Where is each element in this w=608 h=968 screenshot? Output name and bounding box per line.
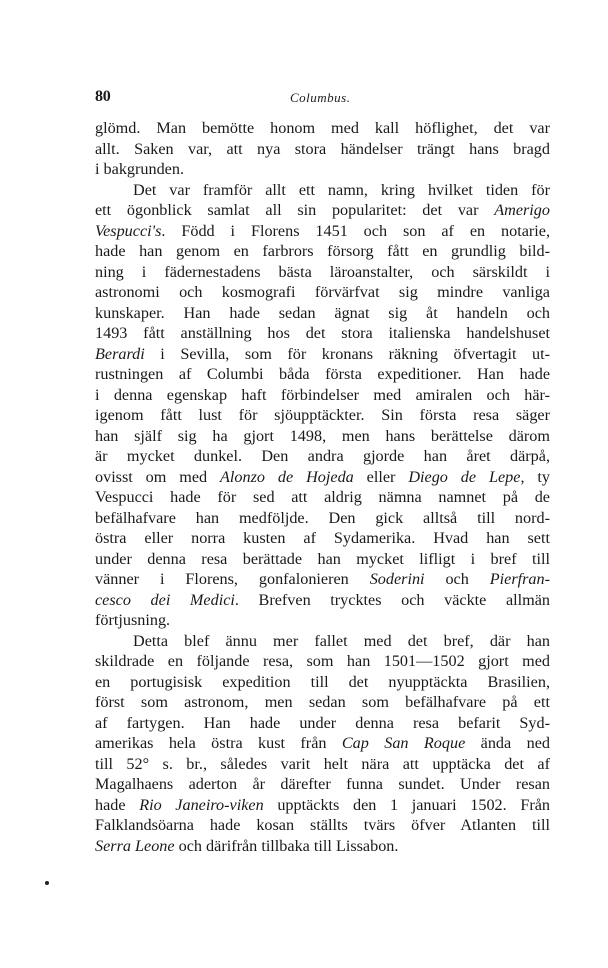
text-line: Falklandsöarna hade kosan ställts tvärs öfver Atlanten till <box>95 816 550 834</box>
text-line: Berardi i Sevilla, som för kronans räkning öfvertagit ut- <box>95 344 550 363</box>
text-line: rustningen af Columbi båda första expeditioner. Han hade <box>95 365 550 383</box>
text-line: Vespucci's. Född i Florens 1451 och son af en notarie, <box>95 221 550 240</box>
name-rio-janeiro: Rio Janeiro-viken <box>139 795 264 814</box>
text-line: först som astronom, men sedan som befälhafvare på ett <box>95 693 550 711</box>
text-line: cesco dei Medici. Brefven trycktes och väckte allmän <box>95 590 550 609</box>
name-soderini: Soderini <box>369 570 425 588</box>
text-line: Serra Leone och därifrån tillbaka till Lissabon. <box>95 836 399 855</box>
text-line: under denna resa berättade han mycket lifligt i bref till <box>95 549 550 568</box>
body-text <box>95 118 550 856</box>
text-line: ovisst om med Alonzo de Hojeda eller Diego de Lepe, ty <box>95 467 550 486</box>
text-line: Magalhaens aderton år därefter funna sundet. Under resan <box>95 775 550 793</box>
text-line: till 52° s. br., således varit helt nära att upptäcka det af <box>95 754 550 773</box>
text-line: skildrade en följande resa, som han 1501—1502 gjort med <box>95 652 550 670</box>
name-serra-leone: Serra Leone <box>95 836 175 855</box>
text-line: astronomi och kosmografi förvärfvat sig mindre vanliga <box>95 283 550 301</box>
name-pierfrancesco: Pierfran- <box>489 570 550 588</box>
text-line: befälhafvare han medföljde. Den gick alltså till nord- <box>95 508 550 527</box>
text-line: i bakgrunden. <box>95 160 185 178</box>
running-title: Columbus. <box>290 90 351 105</box>
paragraph-start: Detta blef ännu mer fallet med det bref, där han <box>133 631 550 650</box>
text-line: östra eller norra kusten af Sydamerika. Hvad han sett <box>95 529 550 547</box>
text-line: hade Rio Janeiro-viken upptäckts den 1 januari 1502. Från <box>95 795 550 814</box>
name-cap-san-roque: Cap San Roque <box>341 734 466 752</box>
page-number: 80 <box>95 88 111 105</box>
text-line: kunskaper. Han hade sedan ägnat sig åt handeln och <box>95 303 550 322</box>
text-line: Vespucci hade för sed att aldrig nämna namnet på de <box>95 488 550 506</box>
text-line: 1493 fått anställning hos det stora italienska handelshuset <box>95 324 550 342</box>
text-line: förtjusning. <box>95 611 171 629</box>
text-line: glömd. Man bemötte honom med kall höflighet, det var <box>95 119 550 137</box>
name-amerigo: Amerigo <box>494 201 550 219</box>
text-line: igenom fått lust för sjöupptäckter. Sin första resa säger <box>95 406 550 424</box>
text-line: af fartygen. Han hade under denna resa befarit Syd- <box>95 713 550 732</box>
text-line: hade han genom en farbrors försorg fått en grundlig bild- <box>95 242 550 260</box>
text-line: allt. Saken var, att nya stora händelser trängt hans bragd <box>95 139 550 158</box>
text-line: vänner i Florens, gonfalonieren Soderini och Pierfran- <box>95 570 550 588</box>
text-line: ett ögonblick samlat all sin popularitet: det var Amerigo <box>95 201 550 219</box>
name-lepe: Diego de Lepe <box>408 467 521 486</box>
name-medici: cesco dei Medici <box>95 590 235 609</box>
name-berardi: Berardi <box>95 344 145 363</box>
name-vespucci: Vespucci's <box>95 221 162 240</box>
text-line: är mycket dunkel. Den andra gjorde han året därpå, <box>95 447 550 465</box>
ink-speck <box>45 881 49 885</box>
text-line: en portugisisk expedition till det nyupptäckta Brasilien, <box>95 672 550 691</box>
text-line: amerikas hela östra kust från Cap San Roque ända ned <box>95 734 550 752</box>
paragraph-start: Det var framför allt ett namn, kring hvilket tiden för <box>133 180 550 199</box>
text-line: han själf sig ha gjort 1498, men hans berättelse därom <box>95 426 550 445</box>
text-line: ning i fädernestadens bästa läroanstalter, och särskildt i <box>95 262 550 281</box>
text-line: i denna egenskap haft förbindelser med amiralen och här- <box>95 385 550 404</box>
name-hojeda: Alonzo de Hojeda <box>220 467 354 486</box>
